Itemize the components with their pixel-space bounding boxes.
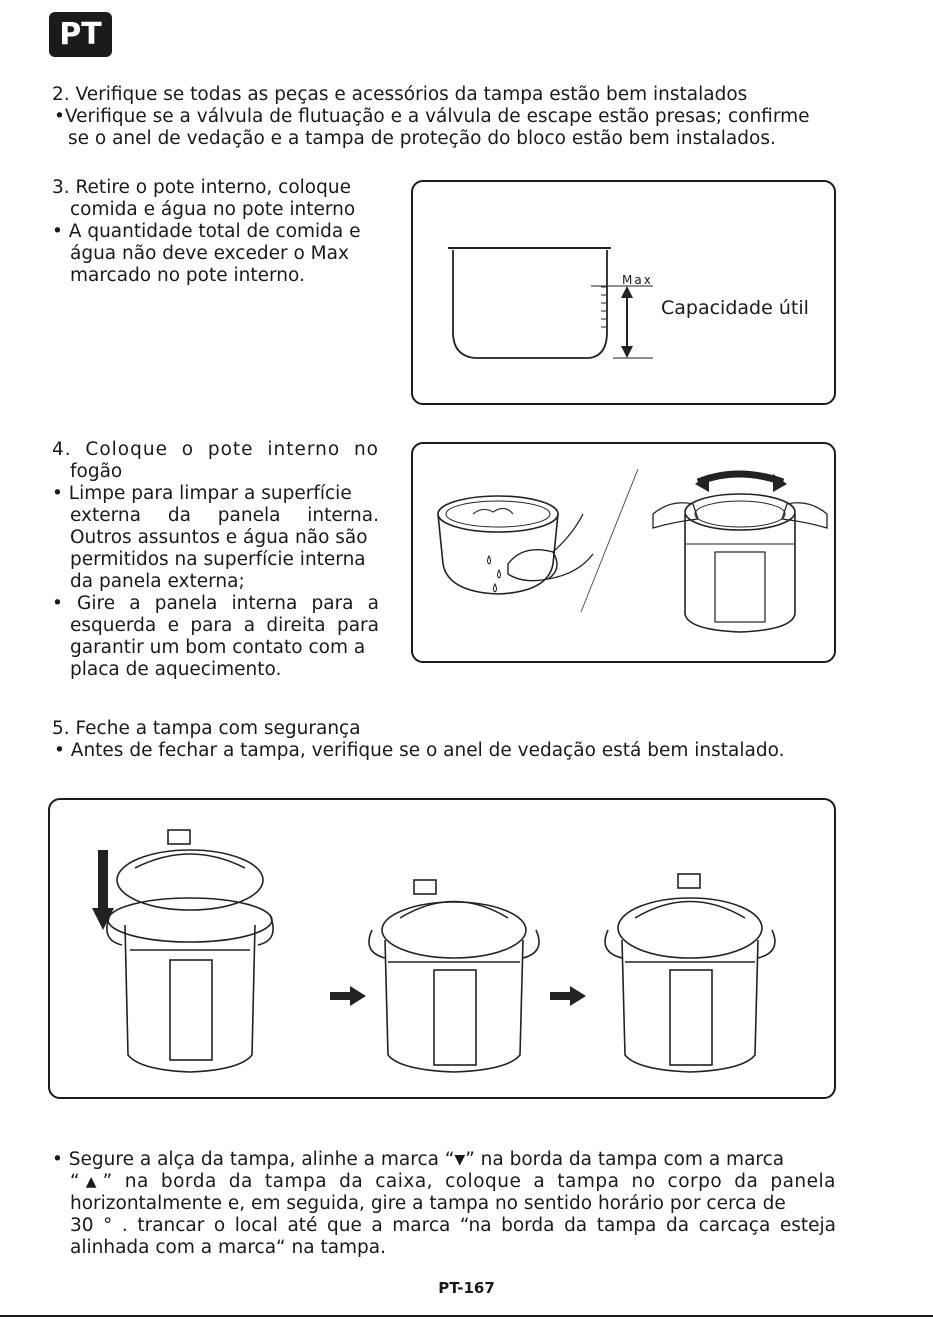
note-line2 xyxy=(52,1171,836,1193)
lid-alignment-note xyxy=(52,1149,836,1259)
step4-bullet1-line5: da panela externa; xyxy=(70,571,245,592)
step5-bullet: • Antes de fechar a tampa, verifique se o anel de vedação está bem instalado. xyxy=(54,740,785,761)
step4-text xyxy=(52,439,379,681)
step4-bullet1-line4: permitidos na superfície interna xyxy=(70,549,366,570)
bottom-rule xyxy=(0,1315,933,1317)
lid-closing-illustration xyxy=(50,800,836,1099)
inner-pot-cleaning-illustration xyxy=(413,444,836,663)
step3-bullet-line2: água não deve exceder o Max xyxy=(70,243,349,264)
step4-bullet2-line4: placa de aquecimento. xyxy=(70,659,282,680)
inner-pot-capacity-figure xyxy=(411,180,836,405)
step2-title: 2. Verifique se todas as peças e acessórios da tampa estão bem instalados xyxy=(52,84,748,105)
inner-pot-illustration xyxy=(413,182,836,405)
note-line1-pre: • Segure a alça da tampa, alinhe a marca “ xyxy=(52,1149,455,1170)
note-line1 xyxy=(52,1149,836,1171)
step3-bullet-line1: • A quantidade total de comida e xyxy=(52,221,361,242)
down-triangle-mark-icon: ▼ xyxy=(454,1152,466,1168)
note-line5: alinhada com a marca“ na tampa. xyxy=(70,1237,387,1258)
step4-title-line2: fogão xyxy=(70,461,123,482)
note-line2-post: ” na borda da tampa da caixa, coloque a tampa no corpo da panela xyxy=(102,1171,836,1192)
step3-title-line1: 3. Retire o pote interno, coloque xyxy=(52,177,351,198)
capacity-label: Capacidade útil xyxy=(661,297,809,319)
step4-bullet2-line3: garantir um bom contato com a xyxy=(70,637,366,658)
step4-bullet1-line3: Outros assuntos e água não são xyxy=(70,527,368,548)
max-label: Max xyxy=(622,273,653,287)
step2-bullet-line1: •Verifique se a válvula de flutuação e a válvula de escape estão presas; confirme xyxy=(54,106,810,127)
step3-text xyxy=(52,177,379,287)
language-badge: PT xyxy=(49,12,112,57)
step2-bullet-line2: se o anel de vedação e a tampa de proteção do bloco estão bem instalados. xyxy=(68,128,776,149)
step3-title-line2: comida e água no pote interno xyxy=(70,199,356,220)
note-line3: horizontalmente e, em seguida, gire a tampa no sentido horário por cerca de xyxy=(70,1193,786,1214)
close-lid-sequence-figure xyxy=(48,798,836,1099)
step3-bullet-line3: marcado no pote interno. xyxy=(70,265,305,286)
step4-bullet2-line1: • Gire a panela interna para a xyxy=(52,593,379,614)
step4-title-line1: 4. Coloque o pote interno no xyxy=(52,439,379,460)
up-triangle-mark-icon: ▲ xyxy=(80,1174,103,1190)
note-line2-pre: “ xyxy=(70,1171,81,1192)
step4-bullet1-line2: externa da panela interna. xyxy=(70,505,379,526)
step4-bullet2-line2: esquerda e para a direita para xyxy=(70,615,379,636)
note-line1-post: ” na borda da tampa com a marca xyxy=(465,1149,785,1170)
step5-title: 5. Feche a tampa com segurança xyxy=(52,718,361,739)
note-line4: 30 ° . trancar o local até que a marca “na borda da tampa da carcaça esteja xyxy=(70,1215,836,1236)
place-inner-pot-figure xyxy=(411,442,836,663)
page-number: PT-167 xyxy=(438,1279,495,1297)
step4-bullet1-line1: • Limpe para limpar a superfície xyxy=(52,483,352,504)
